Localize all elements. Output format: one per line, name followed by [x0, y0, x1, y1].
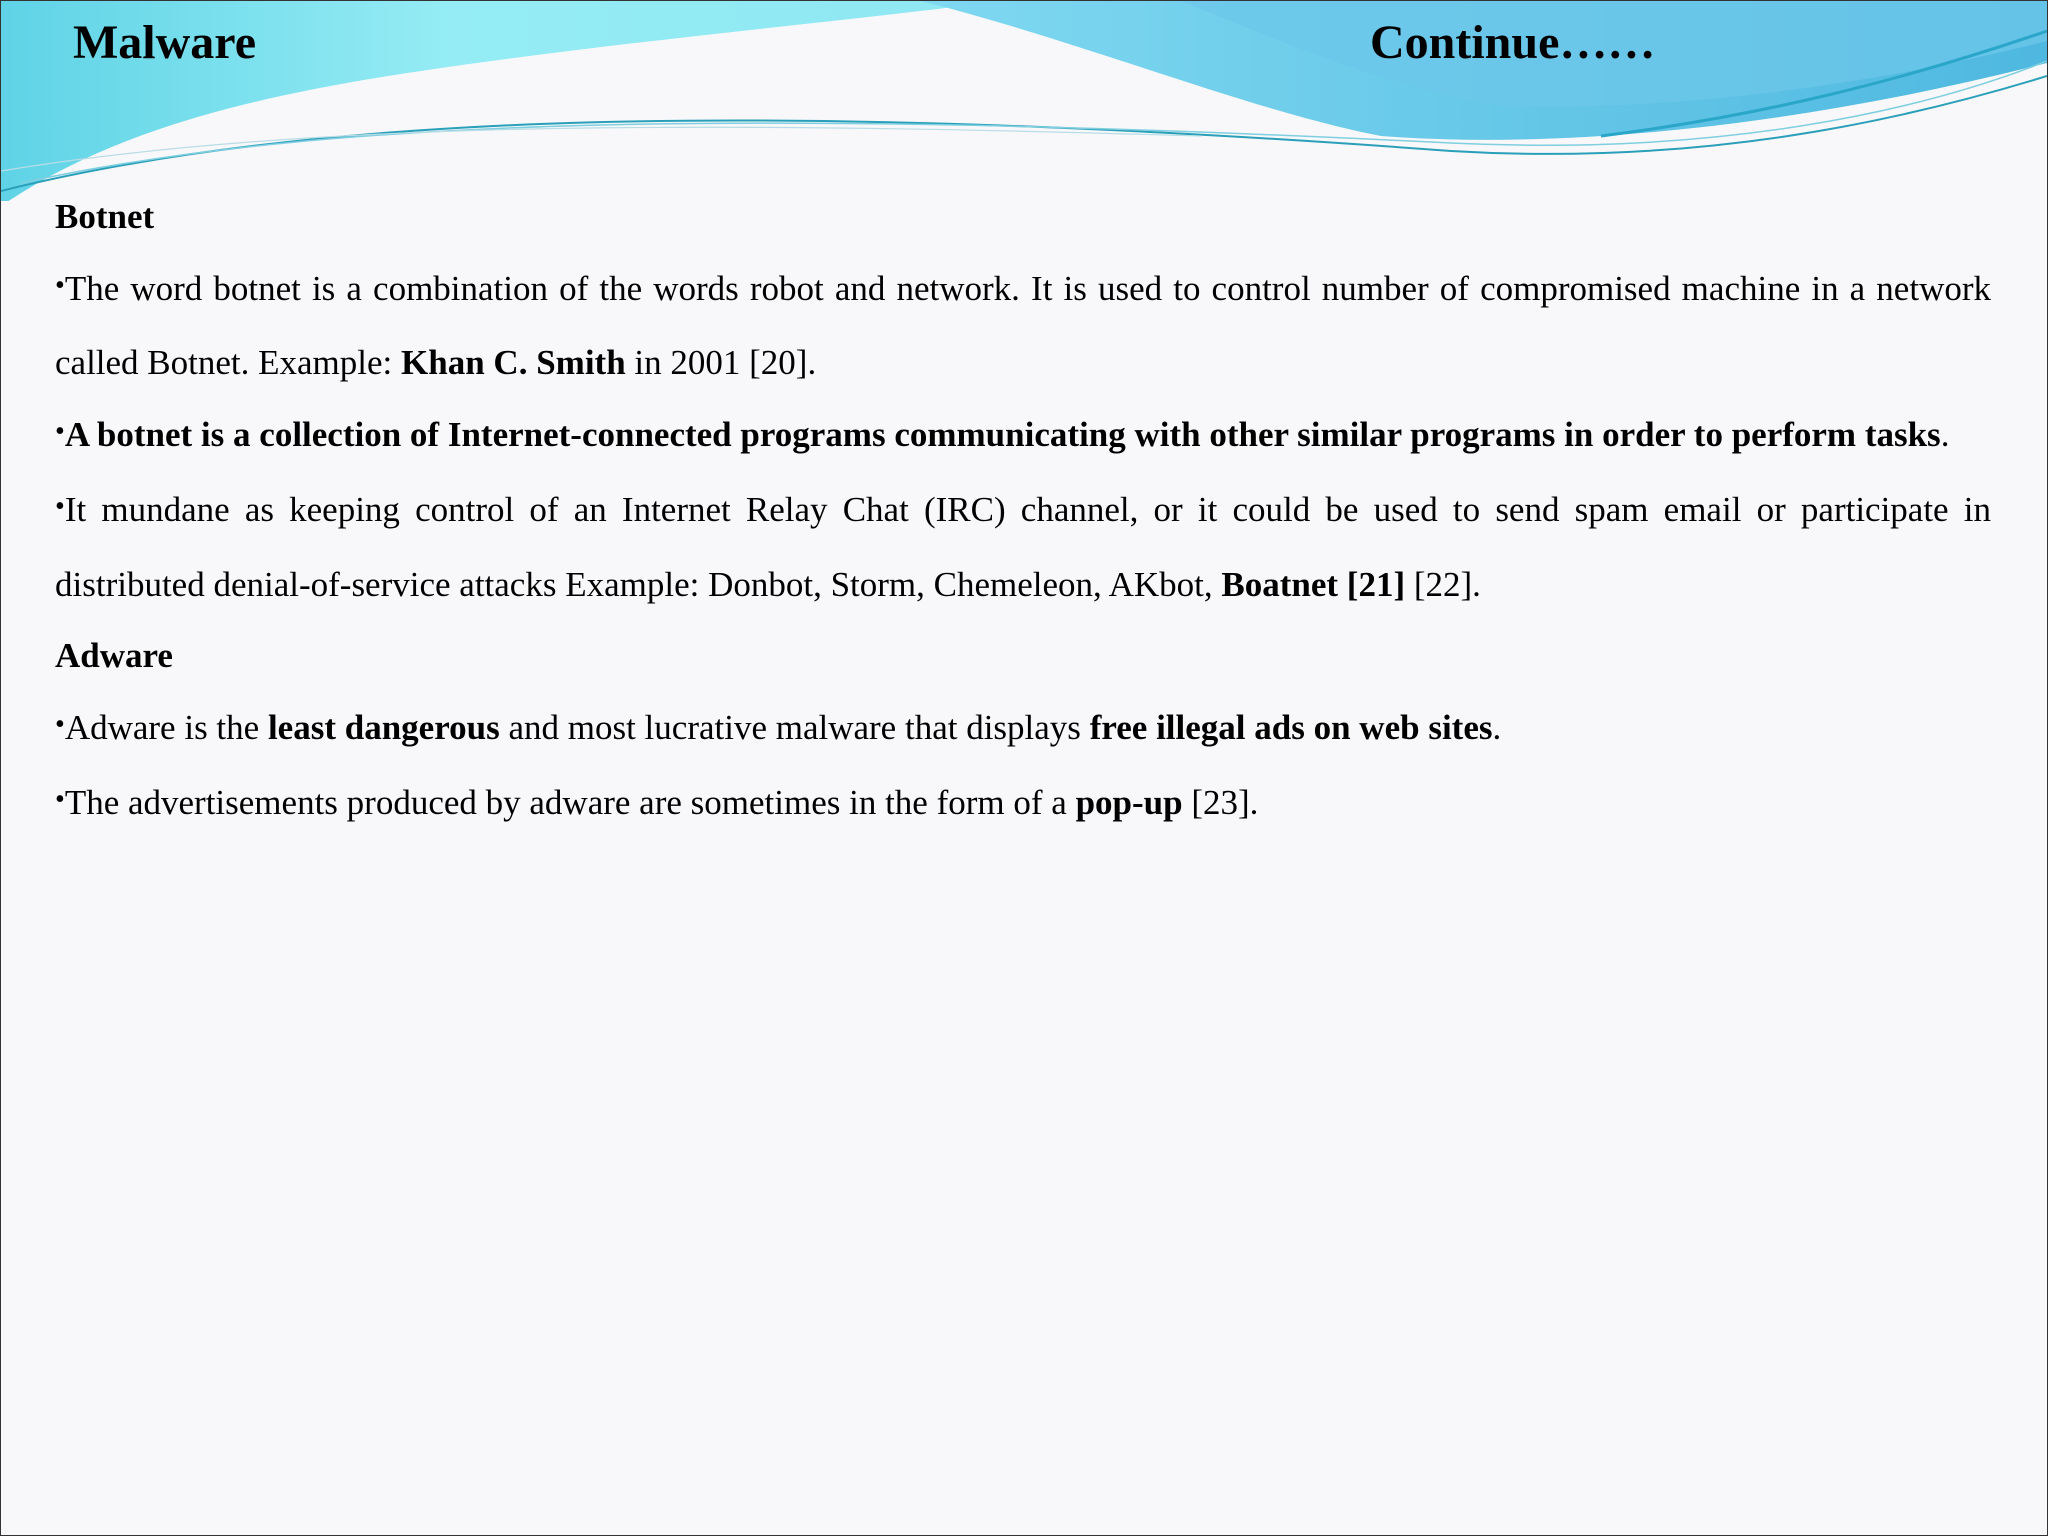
bullet-dot-icon: •: [55, 490, 65, 522]
bullet-botnet-definition: •The word botnet is a combination of the words robot and network. It is used to control number of compromised machine in a network called Botnet. Example: Khan C. Smith in 2001 [20].: [55, 268, 1991, 383]
bullet-dot-icon: •: [55, 783, 65, 815]
bullet-adware-popup: •The advertisements produced by adware are sometimes in the form of a pop-up [23].: [55, 782, 1259, 822]
section-heading-adware: Adware: [55, 636, 173, 676]
section-heading-botnet: Botnet: [55, 197, 155, 236]
slide-title: Malware: [73, 16, 257, 69]
bullet-dot-icon: •: [55, 269, 65, 301]
bullet-botnet-collection: •A botnet is a collection of Internet-connected programs communicating with other similar programs in order to perform tasks.: [55, 415, 1950, 455]
bullet-adware-definition: •Adware is the least dangerous and most lucrative malware that displays free illegal ads on web sites.: [55, 707, 1502, 747]
header-wave-decoration: [1, 1, 2047, 201]
slide-title-continued: Continue……: [1370, 16, 1656, 69]
bullet-dot-icon: •: [55, 416, 65, 448]
bullet-botnet-uses: •It mundane as keeping control of an Internet Relay Chat (IRC) channel, or it could be used to send spam email or participate in distributed denial-of-service attacks Example: Donbot, Storm, Chemeleon, AKbot, Boatnet [21] [22].: [55, 489, 1991, 604]
bullet-dot-icon: •: [55, 708, 65, 740]
slide-body: [55, 181, 1991, 841]
